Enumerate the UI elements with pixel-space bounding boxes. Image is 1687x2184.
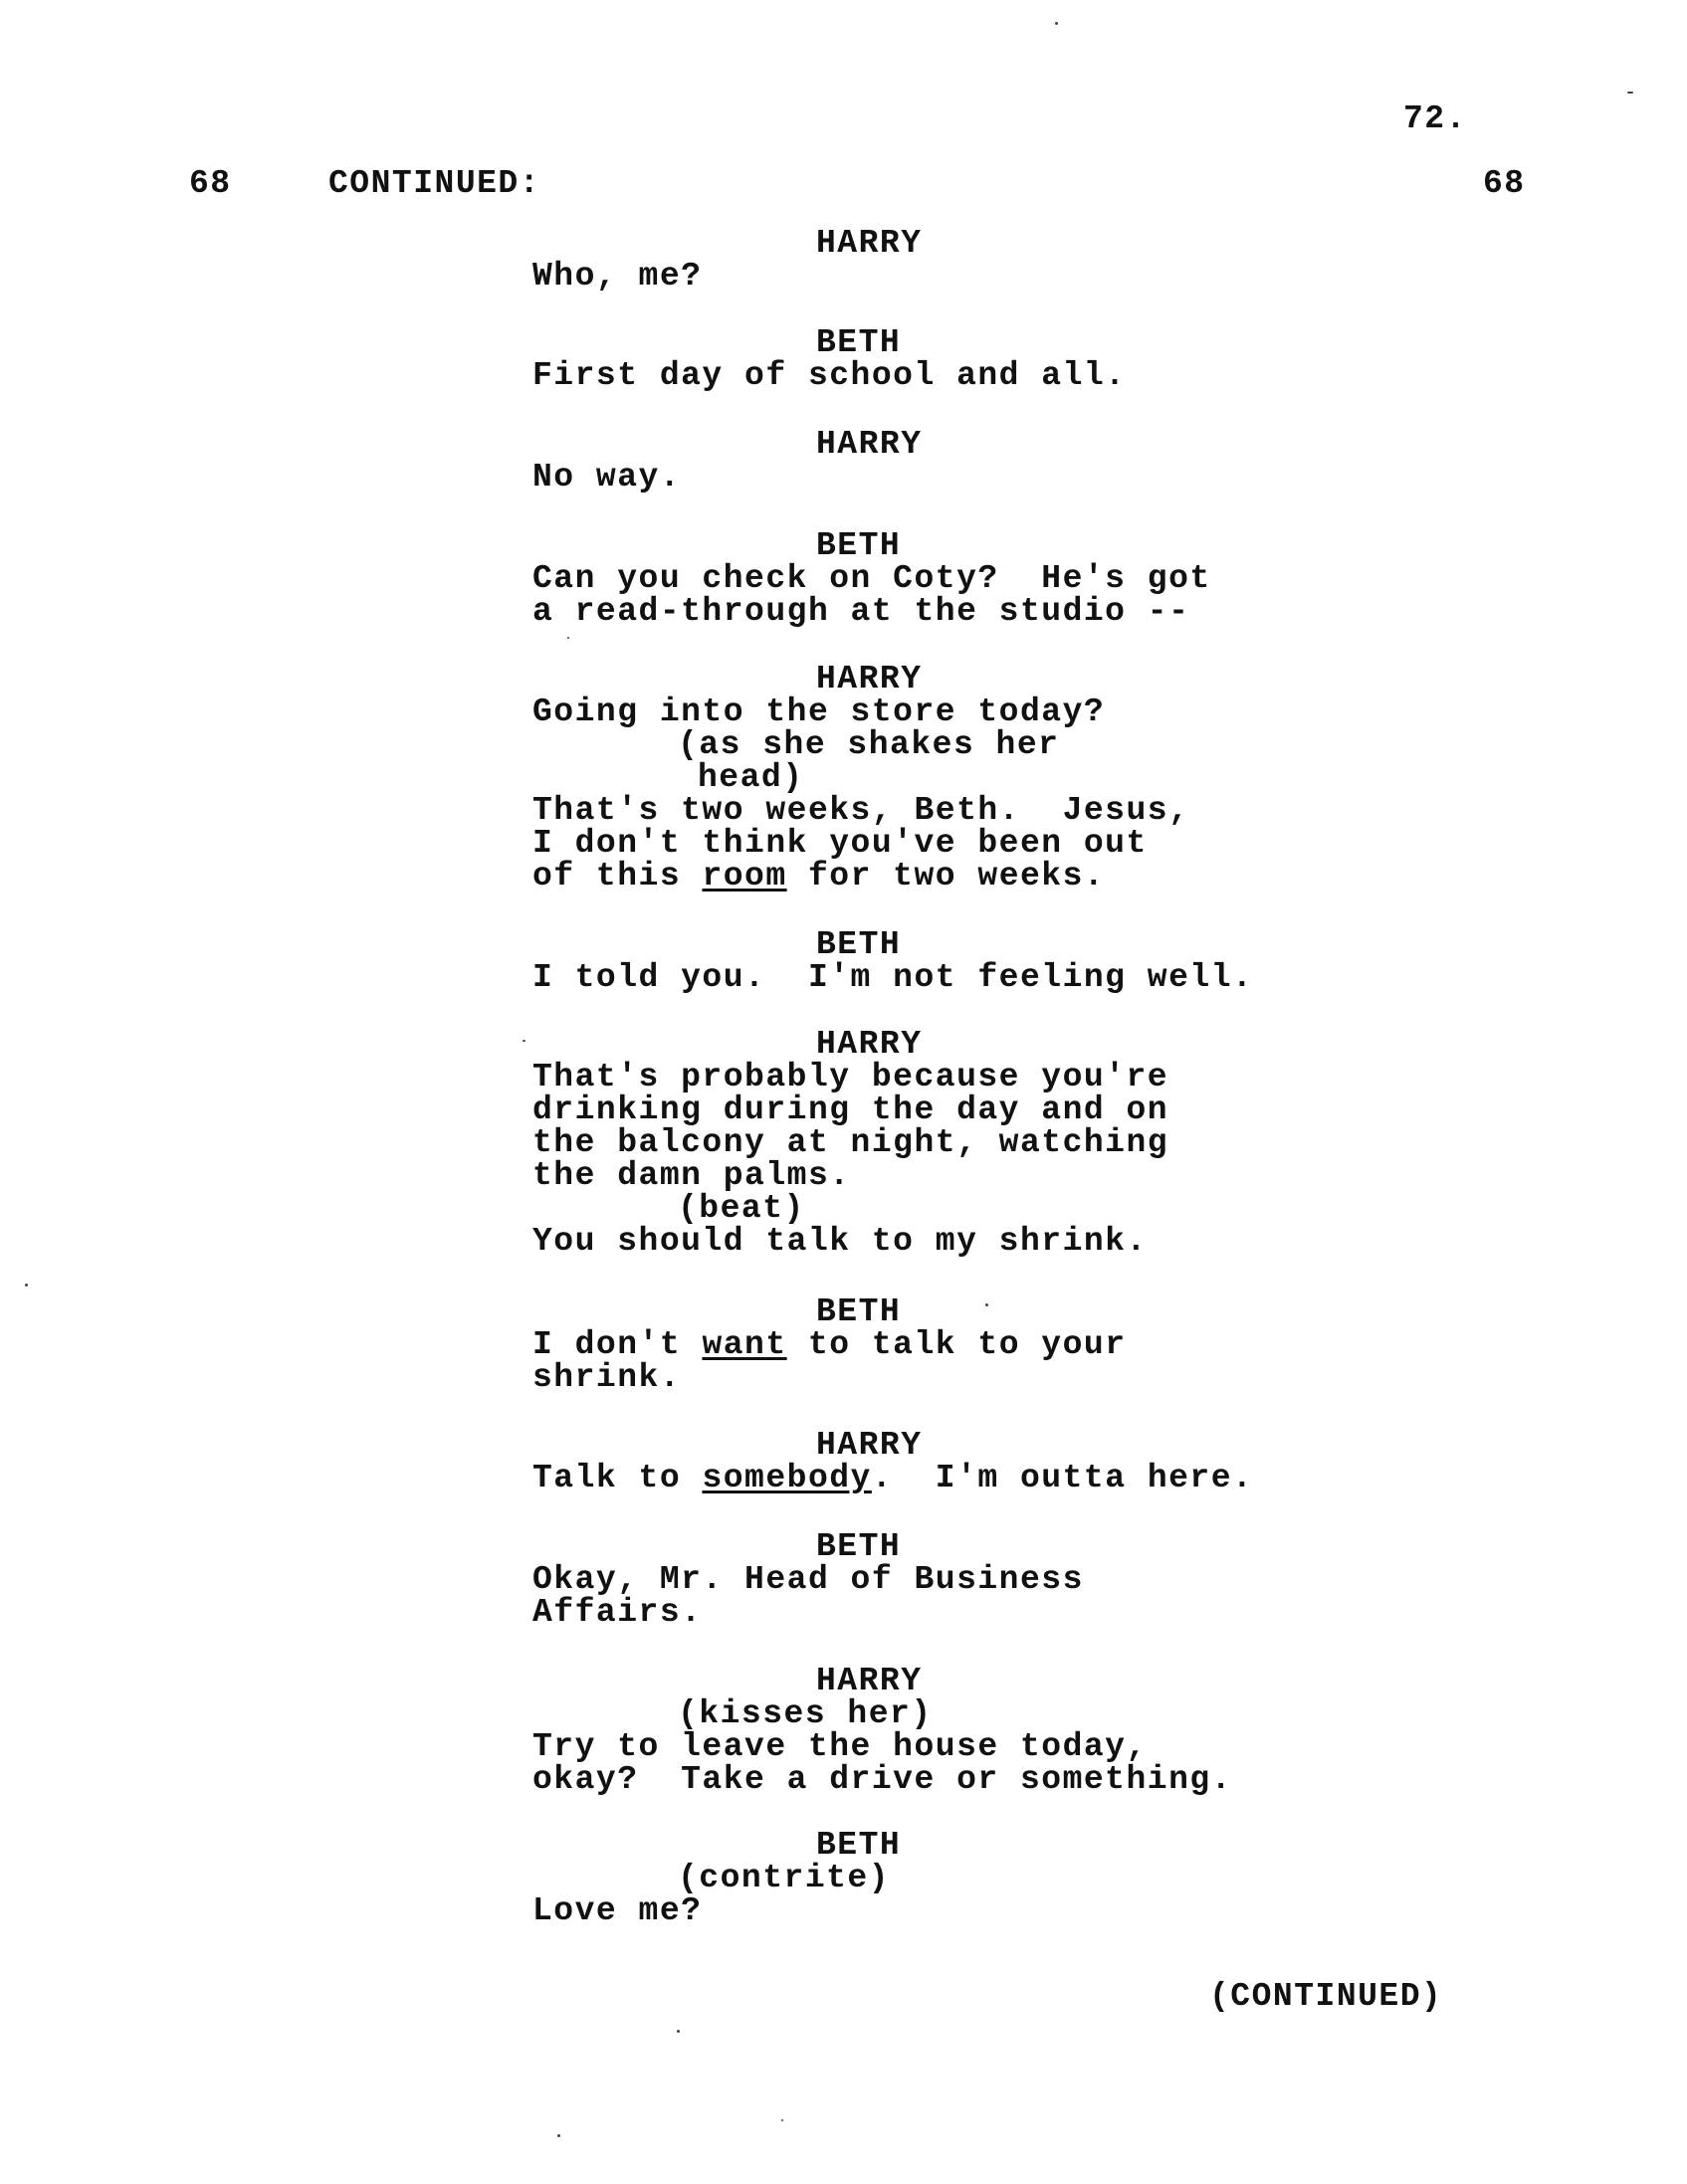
text-segment: . I'm outta here. [871,1460,1254,1496]
dialogue-block-beth [532,326,1127,392]
dialogue-line: Try to leave the house today, [532,1728,1148,1765]
character-name: BETH [816,1528,902,1565]
parenthetical: head) [698,759,804,796]
dialogue-line [532,860,1189,893]
underlined-word: want [702,1326,787,1363]
scan-speck [25,1284,28,1287]
character-name: BETH [816,527,902,564]
scan-speck [781,2119,783,2121]
parenthetical: (beat) [678,1190,805,1227]
scan-speck [1055,22,1058,25]
page-number: 72. [1403,100,1467,137]
dialogue-block-beth [532,1530,1084,1629]
dialogue-line: First day of school and all. [532,357,1127,394]
dialogue-line [532,1462,1253,1494]
dialogue-line: I told you. I'm not feeling well. [532,959,1254,996]
scan-speck [557,2134,560,2137]
character-name: HARRY [816,661,923,697]
dialogue-line: okay? Take a drive or something. [532,1761,1233,1798]
dialogue-line: a read-through at the studio -- [532,593,1190,630]
dialogue-block-beth [532,1295,1127,1394]
dialogue-block-beth [532,529,1211,628]
dialogue-line: shrink. [532,1359,682,1396]
dialogue-line: No way. [532,459,682,496]
character-name: HARRY [816,1427,923,1464]
dialogue-block-harry [532,1429,1253,1494]
dialogue-line [532,1328,1127,1361]
dialogue-block-beth [532,1829,901,1927]
scan-speck [567,637,569,639]
text-segment: for two weeks. [786,858,1106,894]
underlined-word: room [702,858,787,894]
character-name: HARRY [816,1663,923,1699]
parenthetical: (contrite) [678,1860,891,1896]
dialogue-block-harry [532,428,923,494]
dialogue-block-harry [532,663,1189,893]
character-name: HARRY [816,1026,923,1063]
scan-speck [985,1303,988,1306]
character-name: HARRY [816,225,923,262]
dialogue-line: You should talk to my shrink. [532,1223,1148,1260]
parenthetical: (kisses her) [678,1695,933,1732]
parenthetical: (as she shakes her [678,726,1060,763]
character-name: BETH [816,324,902,361]
dialogue-line: That's probably because you're [532,1059,1169,1095]
text-segment: of this [532,858,703,894]
continued-marker: (CONTINUED) [1209,1978,1443,2015]
dialogue-line: Can you check on Coty? He's got [532,560,1211,597]
dialogue-block-harry [532,1028,1168,1258]
scene-number-left: 68 [189,165,232,202]
underlined-word: somebody [702,1460,872,1496]
text-segment: Talk to [532,1460,703,1496]
scene-number-right: 68 [1483,165,1526,202]
dialogue-line: Who, me? [532,258,703,295]
dialogue-block-beth [532,928,1253,994]
scan-speck [1627,92,1633,94]
text-segment: to talk to your [786,1326,1127,1363]
character-name: BETH [816,1293,902,1330]
dialogue-line: Affairs. [532,1594,703,1631]
text-segment: I don't [532,1326,703,1363]
dialogue-block-harry [532,1665,1232,1796]
dialogue-line: the damn palms. [532,1157,851,1194]
dialogue-line: Love me? [532,1892,703,1929]
scene-heading: CONTINUED: [328,165,541,202]
character-name: BETH [816,1827,902,1864]
character-name: BETH [816,926,902,963]
dialogue-line: Okay, Mr. Head of Business [532,1561,1084,1598]
dialogue-line: drinking during the day and on [532,1092,1169,1128]
character-name: HARRY [816,426,923,463]
dialogue-line: That's two weeks, Beth. Jesus, [532,792,1190,829]
scan-speck [677,2030,680,2033]
scan-speck [523,1040,526,1042]
dialogue-line: I don't think you've been out [532,825,1148,862]
dialogue-line: the balcony at night, watching [532,1124,1169,1161]
dialogue-line: Going into the store today? [532,694,1106,730]
dialogue-block-harry [532,227,923,293]
